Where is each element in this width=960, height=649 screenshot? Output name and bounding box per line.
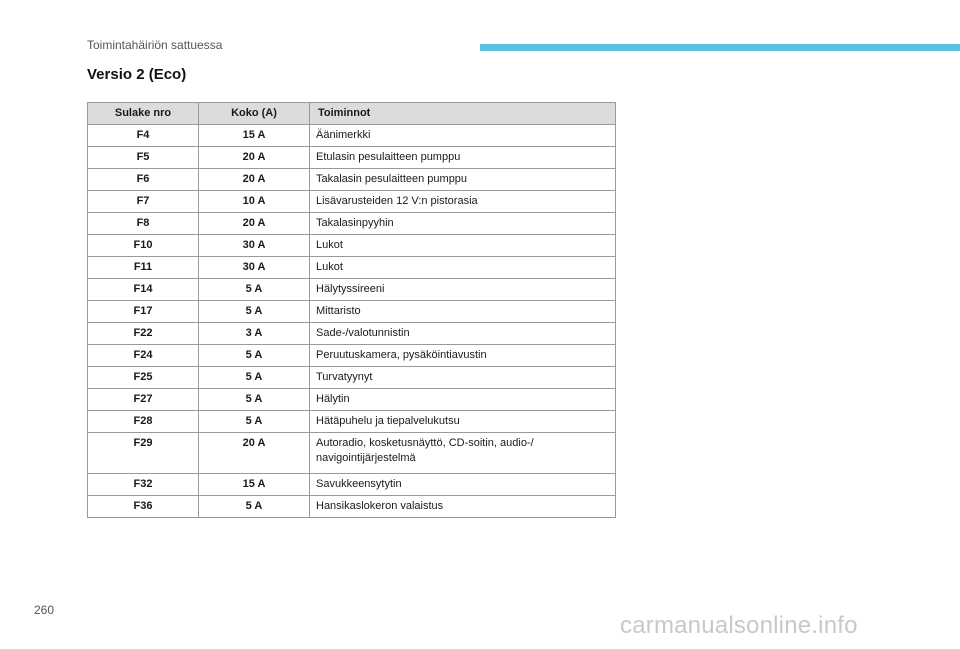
fuse-size-cell: 10 A [199, 191, 310, 213]
column-header-function: Toiminnot [310, 103, 616, 125]
fuse-number-cell: F29 [88, 433, 199, 474]
column-header-size: Koko (A) [199, 103, 310, 125]
fuse-number-cell: F28 [88, 411, 199, 433]
fuse-function-cell: Takalasin pesulaitteen pumppu [310, 169, 616, 191]
header-accent-bar [480, 44, 960, 51]
fuse-number-cell: F8 [88, 213, 199, 235]
fuse-size-cell: 20 A [199, 169, 310, 191]
table-row [88, 213, 616, 235]
table-row [88, 235, 616, 257]
fuse-number-cell: F24 [88, 345, 199, 367]
table-row [88, 147, 616, 169]
fuse-size-cell: 5 A [199, 279, 310, 301]
table-row [88, 323, 616, 345]
column-header-fuse: Sulake nro [88, 103, 199, 125]
fuse-number-cell: F22 [88, 323, 199, 345]
table-row [88, 411, 616, 433]
table-row [88, 367, 616, 389]
fuse-number-cell: F32 [88, 474, 199, 496]
fuse-size-cell: 20 A [199, 213, 310, 235]
fuse-function-cell: Mittaristo [310, 301, 616, 323]
fuse-size-cell: 5 A [199, 496, 310, 518]
fuse-function-cell: Hätäpuhelu ja tiepalvelukutsu [310, 411, 616, 433]
fuse-number-cell: F7 [88, 191, 199, 213]
fuse-number-cell: F14 [88, 279, 199, 301]
table-row [88, 257, 616, 279]
fuse-function-cell: Etulasin pesulaitteen pumppu [310, 147, 616, 169]
fuse-function-cell: Lisävarusteiden 12 V:n pistorasia [310, 191, 616, 213]
fuse-size-cell: 5 A [199, 301, 310, 323]
fuse-number-cell: F5 [88, 147, 199, 169]
fuse-function-cell: Hälytin [310, 389, 616, 411]
fuse-function-cell: Hansikaslokeron valaistus [310, 496, 616, 518]
fuse-size-cell: 15 A [199, 125, 310, 147]
fuse-number-cell: F6 [88, 169, 199, 191]
fuse-number-cell: F27 [88, 389, 199, 411]
fuse-function-cell: Savukkeensytytin [310, 474, 616, 496]
fuse-function-cell: Peruutuskamera, pysäköintiavustin [310, 345, 616, 367]
fuse-size-cell: 20 A [199, 147, 310, 169]
table-row [88, 125, 616, 147]
fuse-function-cell: Hälytyssireeni [310, 279, 616, 301]
page-number: 260 [34, 603, 55, 617]
fuse-function-cell: Äänimerkki [310, 125, 616, 147]
page-title: Versio 2 (Eco) [87, 66, 187, 83]
fuse-table [87, 102, 616, 518]
table-row [88, 345, 616, 367]
table-row [88, 279, 616, 301]
fuse-table-body [88, 125, 616, 518]
fuse-size-cell: 5 A [199, 389, 310, 411]
watermark: carmanualsonline.info [620, 612, 858, 639]
section-label: Toimintahäiriön sattuessa [87, 38, 223, 52]
fuse-size-cell: 5 A [199, 367, 310, 389]
fuse-size-cell: 5 A [199, 411, 310, 433]
fuse-function-cell: Lukot [310, 257, 616, 279]
fuse-function-cell: Sade-/valotunnistin [310, 323, 616, 345]
table-row [88, 301, 616, 323]
fuse-function-cell: Autoradio, kosketusnäyttö, CD-soitin, audio-/ navigointijärjestelmä [310, 433, 616, 474]
fuse-function-cell: Takalasinpyyhin [310, 213, 616, 235]
table-row [88, 496, 616, 518]
fuse-size-cell: 20 A [199, 433, 310, 474]
fuse-size-cell: 3 A [199, 323, 310, 345]
fuse-function-cell: Lukot [310, 235, 616, 257]
fuse-number-cell: F36 [88, 496, 199, 518]
table-header-row [88, 103, 616, 125]
fuse-size-cell: 30 A [199, 235, 310, 257]
table-row [88, 433, 616, 474]
fuse-number-cell: F10 [88, 235, 199, 257]
fuse-number-cell: F17 [88, 301, 199, 323]
table-row [88, 169, 616, 191]
fuse-size-cell: 5 A [199, 345, 310, 367]
fuse-function-cell: Turvatyynyt [310, 367, 616, 389]
table-row [88, 191, 616, 213]
fuse-number-cell: F25 [88, 367, 199, 389]
fuse-size-cell: 15 A [199, 474, 310, 496]
table-row [88, 389, 616, 411]
fuse-number-cell: F4 [88, 125, 199, 147]
fuse-size-cell: 30 A [199, 257, 310, 279]
fuse-number-cell: F11 [88, 257, 199, 279]
table-row [88, 474, 616, 496]
